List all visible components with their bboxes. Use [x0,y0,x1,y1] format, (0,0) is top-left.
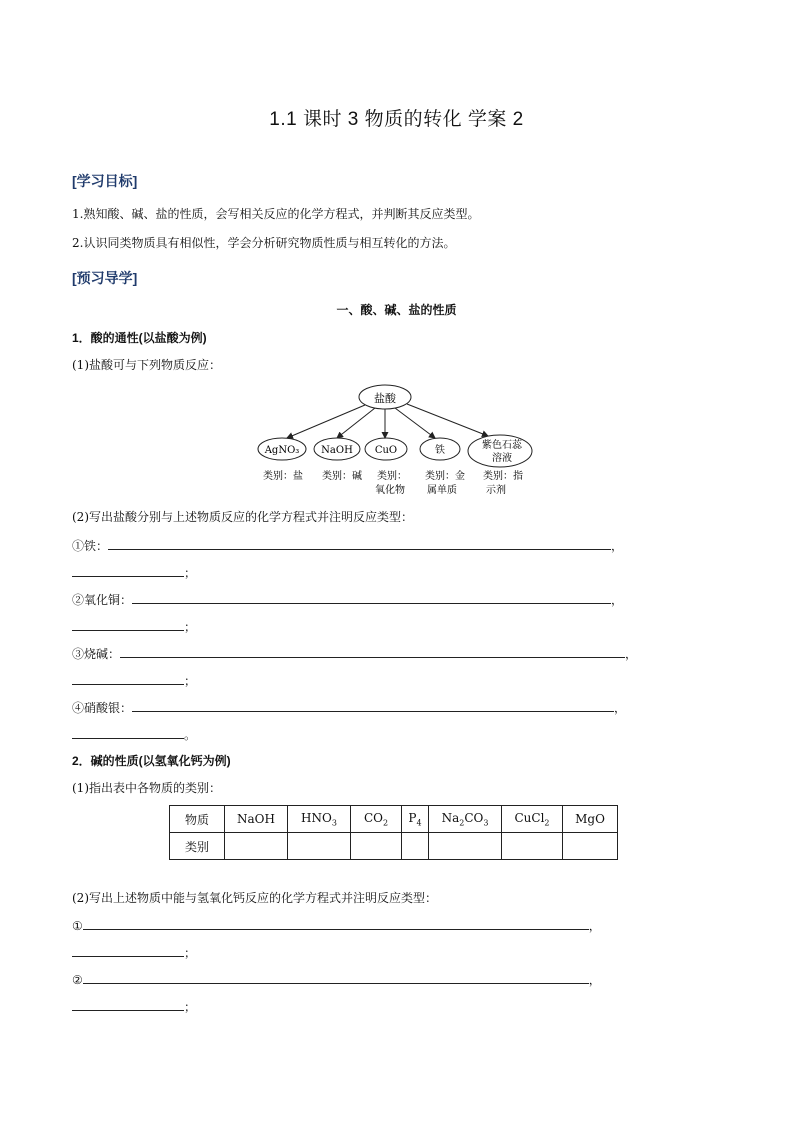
blank-cuo: ②氧化铜： ， [72,593,624,607]
node-naoh: NaOH [321,445,353,456]
answer-line-base-2-type[interactable] [72,999,184,1011]
answer-line-base-1[interactable] [83,918,589,930]
answer-line-cuo-type[interactable] [72,619,184,631]
base-question-1: (1)指出表中各物质的类别： [72,781,221,795]
objective-item-1: 1.熟知酸、碱、盐的性质，会写相关反应的化学方程式，并判断其反应类型。 [72,207,480,221]
type-agno3: 类别：盐 [263,471,303,482]
type-naoh: 类别：碱 [322,471,362,482]
objective-item-2: 2.认识同类物质具有相似性，学会分析研究物质性质与相互转化的方法。 [72,236,456,250]
table-header-substance: 物质 [170,806,225,833]
answer-line-agno3[interactable] [132,700,614,712]
cell-naoh: NaOH [225,806,288,833]
base-blank-1-type: ； [72,945,196,960]
node-cuo: CuO [374,445,398,456]
class-input-p4[interactable] [402,833,429,860]
class-input-naoh[interactable] [225,833,288,860]
base-blank-2: ② ， [72,973,601,987]
blank-iron: ①铁： ， [72,539,624,553]
page-title: 1.1 课时 3 物质的转化 学案 2 [269,109,524,130]
base-blank-1: ① ， [72,919,601,933]
blank-naoh: ③烧碱： ， [72,647,638,661]
cell-mgo: MgO [563,806,618,833]
answer-line-cuo[interactable] [132,592,611,604]
blank-cuo-type: ； [72,619,196,634]
cell-co2: $CO_2$ [351,806,402,833]
blank-agno3-type: 。 [72,727,196,742]
cell-cucl2: CuCl$_2$ [502,806,563,833]
cell-p4: $P_4$ [402,806,429,833]
preview-heading: [预习导学] [72,270,138,286]
answer-line-iron-type[interactable] [72,565,184,577]
answer-line-base-2[interactable] [83,972,589,984]
class-input-cucl2[interactable] [502,833,563,860]
hcl-reaction-diagram [255,382,545,500]
type-iron-1: 类别：金 [425,471,465,482]
blank-iron-type: ； [72,565,196,580]
node-iron: 铁 [435,445,445,456]
type-cuo-2: 氧化物 [375,485,405,496]
type-cuo-1: 类别： [377,471,407,482]
answer-line-naoh[interactable] [120,646,625,658]
class-input-co2[interactable] [351,833,402,860]
type-iron-2: 属单质 [427,485,457,496]
blank-agno3: ④硝酸银： ， [72,701,627,715]
node-litmus-line1: 紫色石蕊 [482,440,522,451]
answer-line-naoh-type[interactable] [72,673,184,685]
blank-naoh-type: ； [72,673,196,688]
acid-question-2: (2)写出盐酸分别与上述物质反应的化学方程式并注明反应类型： [72,510,414,524]
answer-line-iron[interactable] [108,538,611,550]
cell-hno3: $HNO_3$ [288,806,351,833]
base-heading: 2．碱的性质(以氢氧化钙为例) [72,754,231,768]
objectives-heading: [学习目标] [72,173,138,189]
class-input-mgo[interactable] [563,833,618,860]
class-input-hno3[interactable] [288,833,351,860]
answer-line-base-1-type[interactable] [72,945,184,957]
center-label: 盐酸 [374,392,396,405]
answer-line-agno3-type[interactable] [72,727,184,739]
cell-na2co3: $Na_2CO_3$ [429,806,502,833]
substance-class-table [169,805,618,860]
node-litmus-line2: 溶液 [492,453,512,464]
base-question-2: (2)写出上述物质中能与氢氧化钙反应的化学方程式并注明反应类型： [72,891,438,905]
acid-question-1: (1)盐酸可与下列物质反应： [72,358,221,372]
acid-heading: 1．酸的通性(以盐酸为例) [72,331,207,345]
section-subtitle: 一、酸、碱、盐的性质 [336,303,457,317]
base-blank-2-type: ； [72,999,196,1014]
type-litmus-2: 示剂 [486,485,506,496]
node-agno3: AgNO₃ [264,445,300,456]
class-input-na2co3[interactable] [429,833,502,860]
table-header-class: 类别 [170,833,225,860]
type-litmus-1: 类别：指 [483,471,523,482]
